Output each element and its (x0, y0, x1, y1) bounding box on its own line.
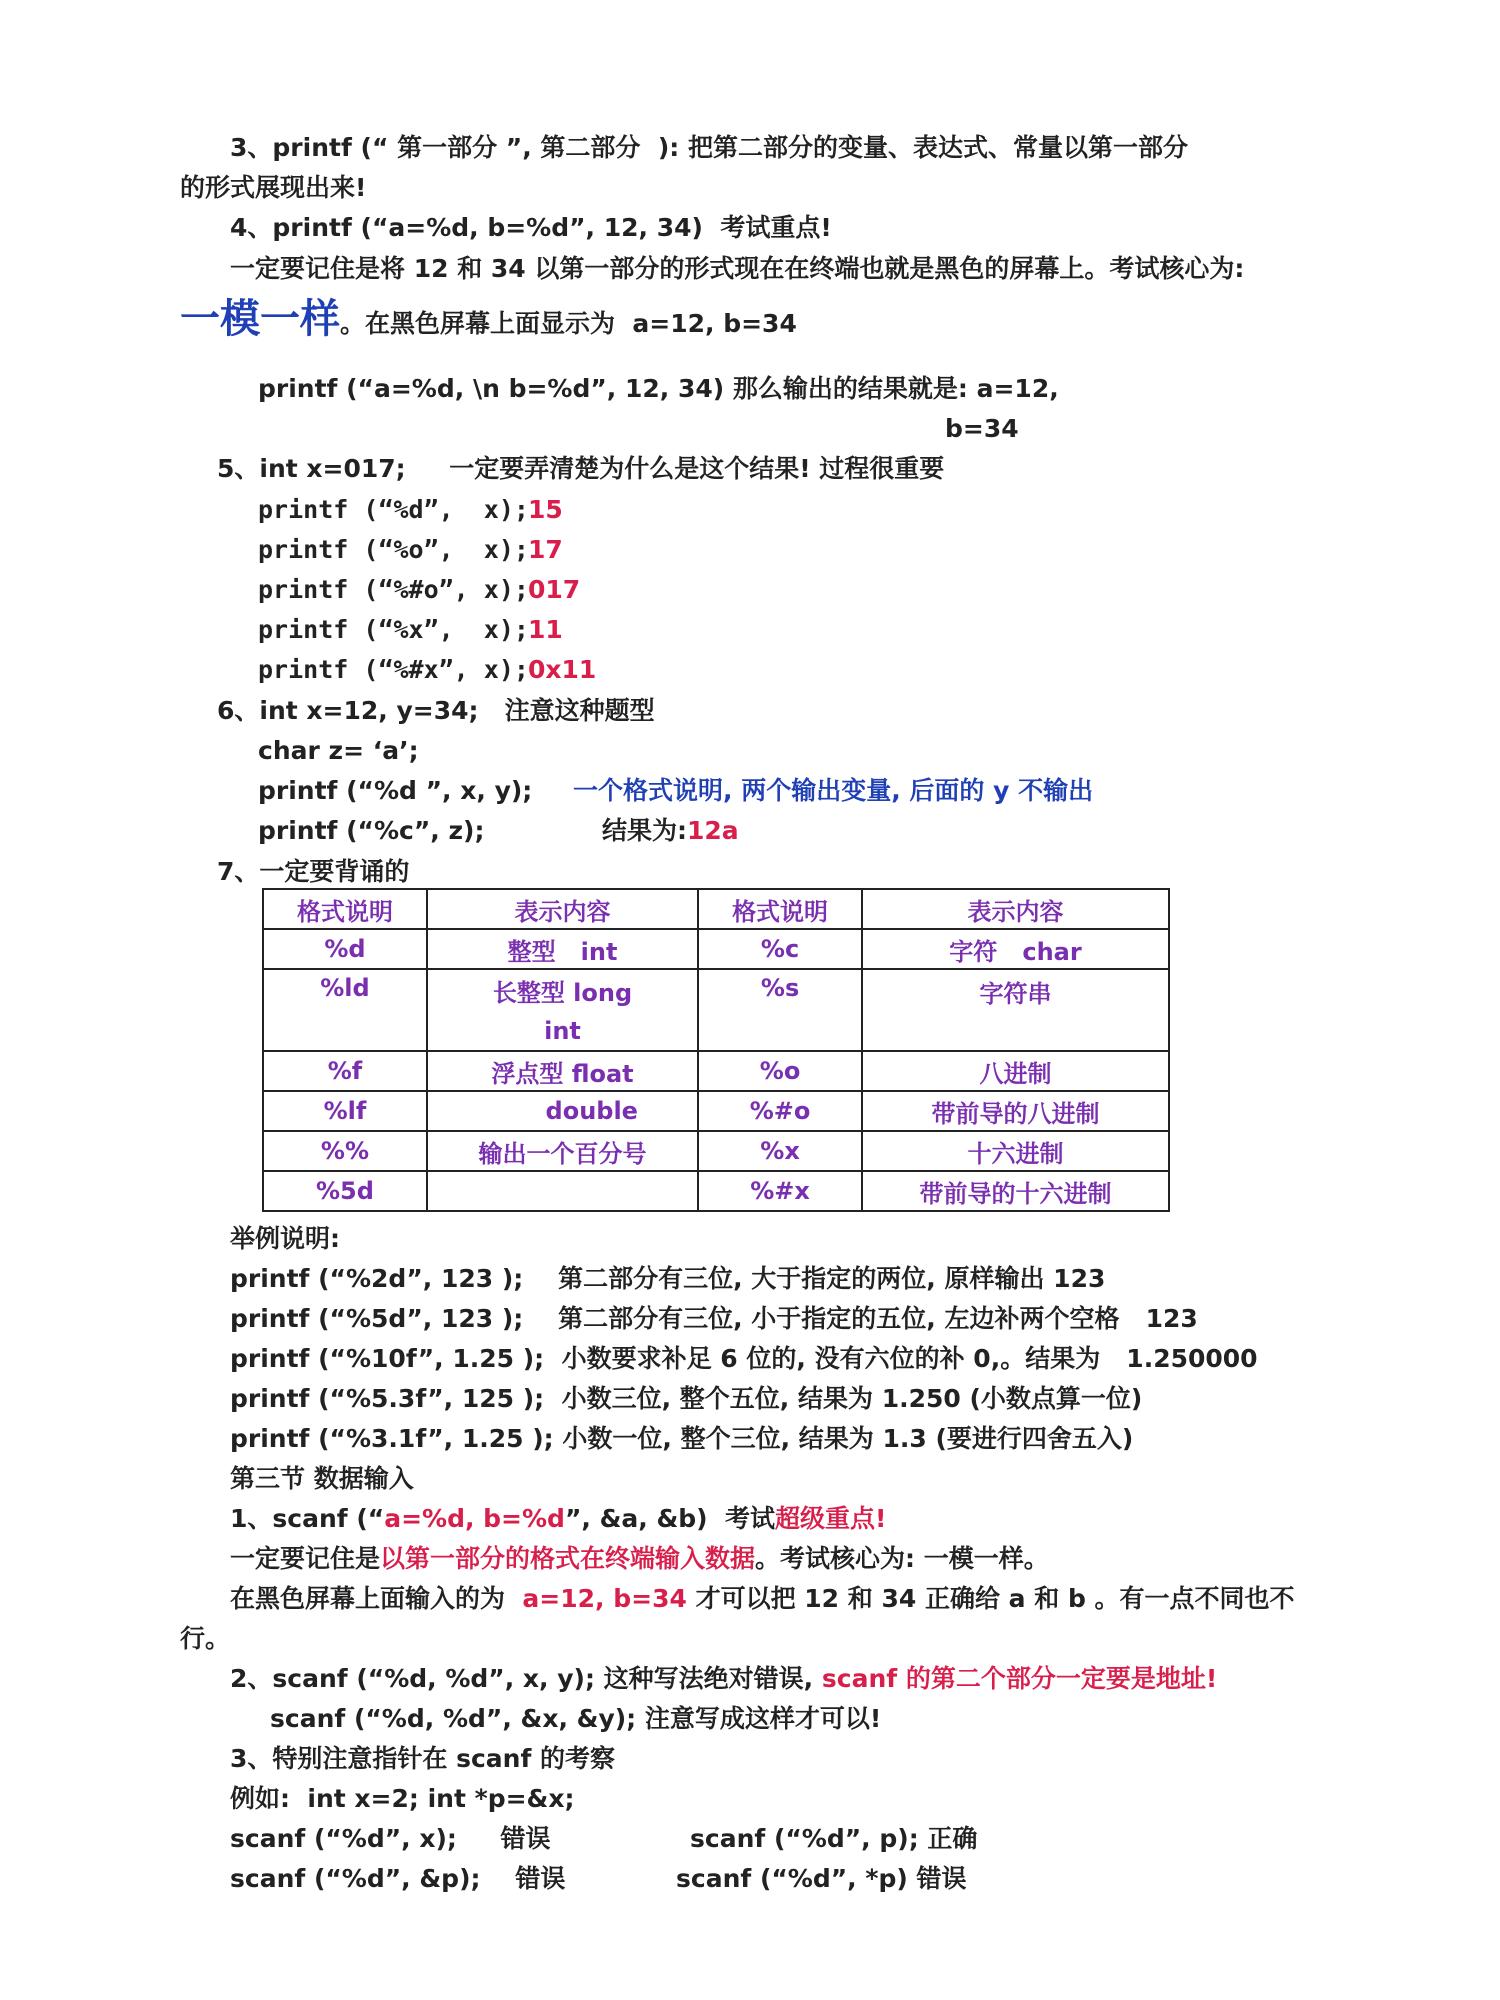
scanf-p2-c: scanf (“%d, %d”, &x, &y); 注意写成这样才可以! (270, 1704, 882, 1733)
item7-title: 7、一定要背诵的 (217, 857, 410, 886)
scanf-line1-c: ”, &a, &b) 考试 (564, 1504, 775, 1533)
item4-line3-text: 。在黑色屏幕上面显示为 a=12, b=34 (340, 309, 797, 338)
item5-result: 0x11 (528, 655, 597, 684)
scanf-line1-b: a=%d, b=%d (384, 1504, 565, 1533)
scanf-line2 (230, 1542, 1049, 1576)
table-cell: 字符 char (862, 929, 1169, 969)
scanf-line2-c: 。考试核心为: 一模一样。 (755, 1544, 1049, 1573)
table-cell: %f (263, 1051, 427, 1091)
item3-line1: 3、printf (“ 第一部分 ”, 第二部分 ): 把第二部分的变量、表达式、常量以第一部分 (230, 133, 1188, 162)
example-line: printf (“%2d”, 123 ); 第二部分有三位, 大于指定的两位, 原样输出 123 (230, 1264, 1106, 1293)
scanf-p3-title: 3、特别注意指针在 scanf 的考察 (230, 1744, 616, 1773)
section-heading: 第三节 数据输入 (230, 1464, 414, 1493)
item6-title: 6、int x=12, y=34; 注意这种题型 (217, 696, 655, 725)
item5-row (258, 573, 529, 607)
table-row (263, 1091, 1169, 1131)
scanf-p2 (230, 1662, 1217, 1696)
scanf-line3-c: 才可以把 12 和 34 正确给 a 和 b 。有一点不同也不 (686, 1584, 1295, 1613)
table-cell: %c (698, 929, 862, 969)
scanf-p2-a: 2、scanf (“%d, %d”, x, y); 这种写法绝对错误, (230, 1664, 822, 1693)
table-cell: %#x (698, 1171, 862, 1211)
table-cell: %d (263, 929, 427, 969)
item5-result: 17 (528, 535, 563, 564)
item4-line5: b=34 (945, 414, 1019, 443)
item6-line3-code: printf (“%d ”, x, y); (258, 776, 533, 805)
example-line: printf (“%3.1f”, 1.25 ); 小数一位, 整个三位, 结果为 1.3 (要进行四舍五入) (230, 1424, 1134, 1453)
item5-result: 017 (528, 575, 581, 604)
scanf-line2-a: 一定要记住是 (230, 1544, 381, 1573)
table-cell: double (427, 1091, 698, 1131)
table-header-row (263, 889, 1169, 929)
table-cell: %o (698, 1051, 862, 1091)
table-cell: 浮点型 float (427, 1051, 698, 1091)
item5-code: printf (“%d”, x); (258, 495, 529, 524)
scanf-line1-a: 1、scanf (“ (230, 1504, 385, 1533)
format-table (262, 888, 1170, 1212)
item6-result-value: 12a (687, 816, 739, 845)
table-cell: 带前导的八进制 (862, 1091, 1169, 1131)
item5-code: printf (“%#x”, x); (258, 655, 529, 684)
scanf-p3-row2-right: scanf (“%d”, *p) 错误 (676, 1864, 967, 1893)
table-header: 表示内容 (427, 889, 698, 929)
item6-line4 (602, 814, 739, 848)
item5-code: printf (“%x”, x); (258, 615, 529, 644)
item4-line2: 一定要记住是将 12 和 34 以第一部分的形式现在在终端也就是黑色的屏幕上。考试核心为: (230, 254, 1245, 283)
scanf-line3 (230, 1582, 1295, 1616)
item5-row (258, 533, 529, 567)
example-line: printf (“%5d”, 123 ); 第二部分有三位, 小于指定的五位, 左边补两个空格 123 (230, 1304, 1198, 1333)
table-cell: 十六进制 (862, 1131, 1169, 1171)
item5-result: 15 (528, 495, 563, 524)
table-cell: %#o (698, 1091, 862, 1131)
table-cell: %% (263, 1131, 427, 1171)
table-cell: 带前导的十六进制 (862, 1171, 1169, 1211)
item5-code: printf (“%#o”, x); (258, 575, 529, 604)
table-row (263, 1131, 1169, 1171)
table-header: 格式说明 (698, 889, 862, 929)
item5-row (258, 493, 529, 527)
scanf-line3-a: 在黑色屏幕上面输入的为 (230, 1584, 523, 1613)
table-header: 格式说明 (263, 889, 427, 929)
item5-result: 11 (528, 615, 563, 644)
table-cell: %x (698, 1131, 862, 1171)
table-cell: 八进制 (862, 1051, 1169, 1091)
examples-title: 举例说明: (230, 1224, 340, 1253)
table-row (263, 1051, 1169, 1091)
item5-code: printf (“%o”, x); (258, 535, 529, 564)
table-cell: 输出一个百分号 (427, 1131, 698, 1171)
table-cell: 字符串 (862, 969, 1169, 1051)
table-header: 表示内容 (862, 889, 1169, 929)
item6-result-label: 结果为: (602, 816, 687, 845)
table-cell: %ld (263, 969, 427, 1051)
highlight-text: 一模一样 (180, 296, 340, 342)
example-line: printf (“%10f”, 1.25 ); 小数要求补足 6 位的, 没有六位的补 0,。结果为 1.250000 (230, 1344, 1258, 1373)
table-row (263, 1171, 1169, 1211)
item4-line3 (180, 296, 797, 342)
item4-line4: printf (“a=%d, \n b=%d”, 12, 34) 那么输出的结果就是: a=12, (258, 374, 1059, 403)
item5-row (258, 613, 529, 647)
table-cell: %lf (263, 1091, 427, 1131)
scanf-p2-b: scanf 的第二个部分一定要是地址! (821, 1664, 1218, 1693)
table-cell: %s (698, 969, 862, 1051)
table-row (263, 969, 1169, 1051)
scanf-line3-d: 行。 (180, 1624, 231, 1653)
scanf-p3-example: 例如: int x=2; int *p=&x; (230, 1784, 575, 1813)
table-row (263, 929, 1169, 969)
example-line: printf (“%5.3f”, 125 ); 小数三位, 整个五位, 结果为 1.250 (小数点算一位) (230, 1384, 1143, 1413)
item6-line2: char z= ‘a’; (258, 736, 419, 765)
item3-line2: 的形式展现出来! (180, 173, 367, 202)
item5-title: 5、int x=017; 一定要弄清楚为什么是这个结果! 过程很重要 (217, 454, 945, 483)
table-cell: 长整型 long int (427, 969, 698, 1051)
scanf-p3-row1-left: scanf (“%d”, x); 错误 (230, 1824, 551, 1853)
scanf-line3-b: a=12, b=34 (522, 1584, 687, 1613)
scanf-p3-row1-right: scanf (“%d”, p); 正确 (690, 1824, 978, 1853)
scanf-line1 (230, 1502, 886, 1536)
item6-line4-code: printf (“%c”, z); (258, 816, 485, 845)
item6-line3-note: 一个格式说明, 两个输出变量, 后面的 y 不输出 (573, 776, 1094, 805)
table-cell: 整型 int (427, 929, 698, 969)
scanf-line2-b: 以第一部分的格式在终端输入数据 (380, 1544, 756, 1573)
item4-line1: 4、printf (“a=%d, b=%d”, 12, 34) 考试重点! (230, 213, 832, 242)
item5-row (258, 653, 529, 687)
scanf-line1-d: 超级重点! (775, 1504, 887, 1533)
table-cell (427, 1171, 698, 1211)
table-cell: %5d (263, 1171, 427, 1211)
scanf-p3-row2-left: scanf (“%d”, &p); 错误 (230, 1864, 566, 1893)
